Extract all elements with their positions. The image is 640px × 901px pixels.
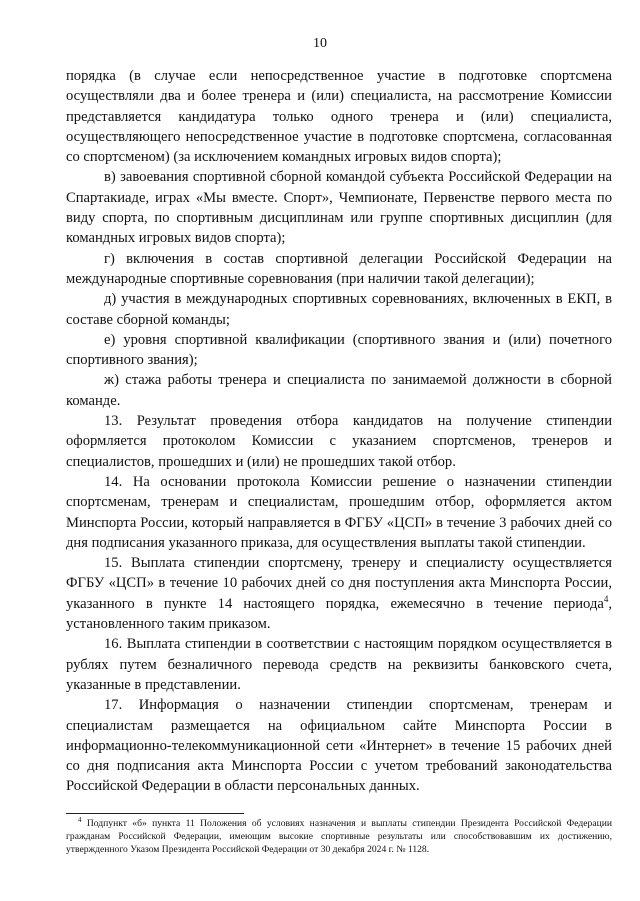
paragraph-item-e: е) уровня спортивной квалификации (спортивного звания и (или) почетного спортивного звания); <box>66 331 612 369</box>
paragraph-15-tail: , установленного таким приказом. <box>66 595 612 633</box>
paragraph-13: 13. Результат проведения отбора кандидатов на получение стипендии оформляется протоколом Комиссии с указанием спортсменов, тренеров и специалистов, прошедших и (или) не прошедших такой отбор. <box>66 413 612 470</box>
footnote <box>66 817 612 857</box>
document-body <box>66 66 612 797</box>
footnote-reference: 4 <box>603 593 609 604</box>
paragraph-item-d: д) участия в международных спортивных соревнованиях, включенных в ЕКП, в составе сборной команды; <box>66 291 612 328</box>
paragraph-14: 14. На основании протокола Комиссии решение о назначении стипендии спортсменам, тренерам и специалистам, прошедшим отбор, оформляется актом Минспорта России, который направляется в ФГБУ «ЦСП» в течение 3 рабочих дней со дня подписания указанного приказа, для осуществления выплаты такой стипендии. <box>66 473 612 551</box>
paragraph-item-zh: ж) стажа работы тренера и специалиста по занимаемой должности в сборной команде. <box>66 372 612 409</box>
page-number: 10 <box>313 36 327 51</box>
footnote-separator <box>66 813 244 814</box>
paragraph-item-g: г) включения в состав спортивной делегации Российской Федерации на международные спортивные соревнования (при наличии такой делегации); <box>66 250 612 287</box>
footnote-mark: 4 <box>78 815 82 824</box>
paragraph-15 <box>66 553 612 634</box>
paragraph-15-text: 15. Выплата стипендии спортсмену, тренеру и специалисту осуществляется ФГБУ «ЦСП» в течение 10 рабочих дней со дня поступления акта Минспорта России, указанного в пункте 14 настоящего порядка, ежемесячно в течение периода <box>66 555 612 612</box>
paragraph-item-v: в) завоевания спортивной сборной командой субъекта Российской Федерации на Спартакиаде, играх «Мы вместе. Спорт», Чемпионате, Первенстве первого места по виду спорта, по спортивным дисциплинам или группе спортивных дисциплин (для командных игровых видов спорта); <box>66 169 612 247</box>
paragraph-17: 17. Информация о назначении стипендии спортсменам, тренерам и специалистам размещается на официальном сайте Минспорта России в информационно-телекоммуникационной сети «Интернет» в течение 15 рабочих дней со дня подписания акта Минспорта России с учетом требований законодательства Российской Федерации в области персональных данных. <box>66 697 612 795</box>
footnote-text: Подпункт «б» пункта 11 Положения об условиях назначения и выплаты стипендии Президента Российской Федерации гражданам Российской Федерации, имеющим высокие спортивные результаты или способствовавшим их достижению, утвержденного Указом Президента Российской Федерации от 30 декабря 2024 г. № 1128. <box>66 818 612 856</box>
paragraph-continuation: порядка (в случае если непосредственное участие в подготовке спортсмена осуществляли два и более тренера и (или) специалиста, на рассмотрение Комиссии представляется кандидатура только одного тренера и (или) специалиста, осуществляющего непосредственное участие в подготовке спортсмена, согласованная со спортсменом) (за исключением командных игровых видов спорта); <box>66 68 612 166</box>
paragraph-16: 16. Выплата стипендии в соответствии с настоящим порядком осуществляется в рублях путем безналичного перевода средств на реквизиты банковского счета, указанные в представлении. <box>66 636 612 693</box>
